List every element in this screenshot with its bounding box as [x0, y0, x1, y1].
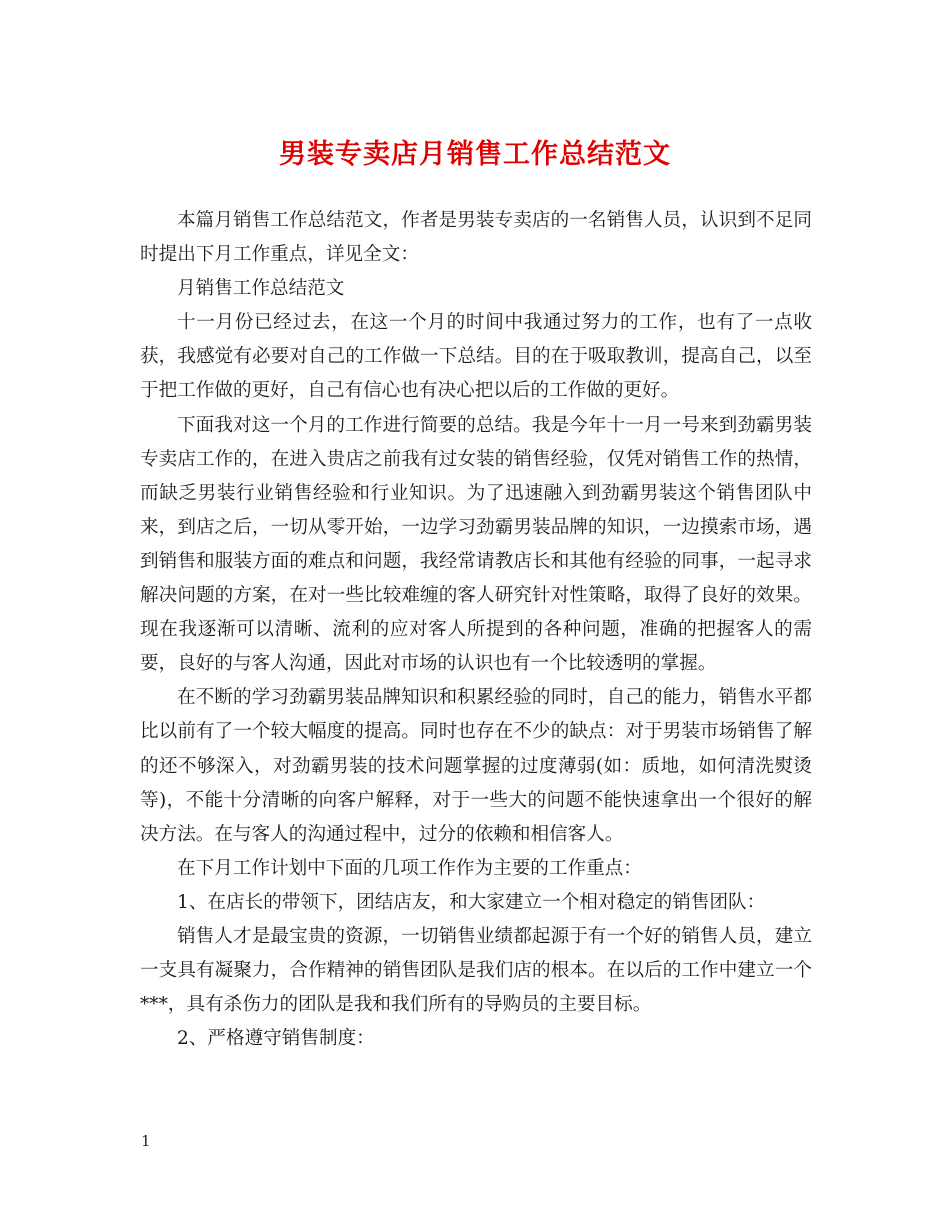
- document-body: [140, 204, 812, 1056]
- paragraph-summary: 下面我对这一个月的工作进行简要的总结。我是今年十一月一号来到劲霸男装专卖店工作的，在进入贵店之前我有过女装的销售经验，仅凭对销售工作的热情，而缺乏男装行业销售经验和行业知识。为了迅速融入到劲霸男装这个销售团队中来，到店之后，一切从零开始，一边学习劲霸男装品牌的知识，一边摸索市场，遇到销售和服装方面的难点和问题，我经常请教店长和其他有经验的同事，一起寻求解决问题的方案，在对一些比较难缠的客人研究针对性策略，取得了良好的效果。现在我逐渐可以清晰、流利的应对客人所提到的各种问题，准确的把握客人的需要，良好的与客人沟通，因此对市场的认识也有一个比较透明的掌握。: [140, 414, 812, 675]
- page-number: 1: [141, 1132, 151, 1150]
- paragraph-team: 销售人才是最宝贵的资源，一切销售业绩都起源于有一个好的销售人员，建立一支具有凝聚力，合作精神的销售团队是我们店的根本。在以后的工作中建立一个***，具有杀伤力的团队是我和我们所有的导购员的主要目标。: [140, 925, 812, 1016]
- paragraph-plan-item-2: 2、严格遵守销售制度：: [177, 1028, 375, 1050]
- paragraph-progress: 在不断的学习劲霸男装品牌知识和积累经验的同时，自己的能力，销售水平都比以前有了一个较大幅度的提高。同时也存在不少的缺点：对于男装市场销售了解的还不够深入，对劲霸男装的技术问题掌握的过度薄弱(如：质地，如何清洗熨烫等)，不能十分清晰的向客户解释，对于一些大的问题不能快速拿出一个很好的解决方法。在与客人的沟通过程中，过分的依赖和相信客人。: [140, 687, 812, 845]
- paragraph-intro: 本篇月销售工作总结范文，作者是男装专卖店的一名销售人员，认识到不足同时提出下月工作重点，详见全文：: [140, 210, 812, 266]
- paragraph-plan-item-1: 1、在店长的带领下，团结店友，和大家建立一个相对稳定的销售团队：: [177, 891, 766, 913]
- paragraph-plan-intro: 在下月工作计划中下面的几项工作作为主要的工作重点：: [177, 857, 642, 879]
- document-title: 男装专卖店月销售工作总结范文: [279, 139, 671, 170]
- paragraph-subtitle: 月销售工作总结范文: [177, 278, 345, 300]
- paragraph-opening: 十一月份已经过去，在这一个月的时间中我通过努力的工作，也有了一点收获，我感觉有必要对自己的工作做一下总结。目的在于吸取教训，提高自己，以至于把工作做的更好，自己有信心也有决心把以后的工作做的更好。: [140, 312, 812, 402]
